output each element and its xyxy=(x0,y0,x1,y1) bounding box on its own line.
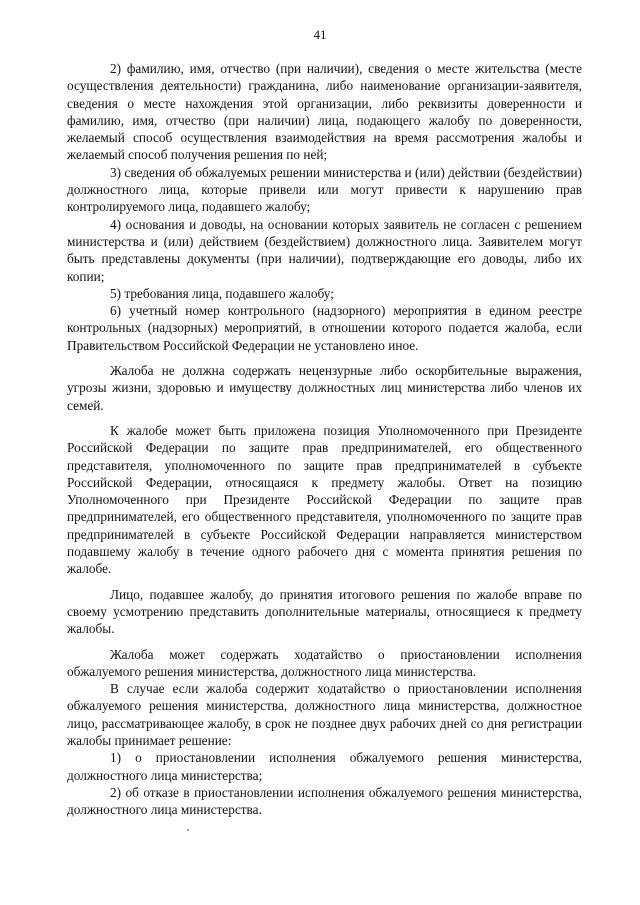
paragraph-no-obscene: Жалоба не должна содержать нецензурные либо оскорбительные выражения, угрозы жизни, здоровью и имуществу должностных лиц министерства либо членов их семей. xyxy=(67,363,582,413)
paragraph-suspension-decision: В случае если жалоба содержит ходатайство о приостановлении исполнения обжалуемого решения министерства, должностного лица министерства, должностное лицо, рассматривающее жалобу, в срок не позднее двух рабочих дней со дня регистрации жалобы принимает решение: xyxy=(67,681,582,748)
paragraph-item-2: 2) фамилию, имя, отчество (при наличии), сведения о месте жительства (месте осуществления деятельности) гражданина, либо наименование организации-заявителя, сведения о месте нахождения этой организации, либо реквизиты доверенности и фамилию, имя, отчество (при наличии) лица, подающего жалобу по доверенности, желаемый способ осуществления взаимодействия на время рассмотрения жалобы и желаемый способ получения решения по ней; xyxy=(67,61,582,163)
scan-speck xyxy=(187,829,189,831)
paragraph-decision-2: 2) об отказе в приостановлении исполнения обжалуемого решения министерства, должностного лица министерства. xyxy=(67,784,582,818)
page-number: 41 xyxy=(313,27,327,42)
paragraph-decision-1: 1) о приостановлении исполнения обжалуемого решения министерства, должностного лица министерства; xyxy=(67,750,582,783)
paragraph-additional-materials: Лицо, подавшее жалобу, до принятия итогового решения по жалобе вправе по своему усмотрению представить дополнительные материалы, относящиеся к предмету жалобы. xyxy=(67,586,582,637)
paragraph-item-5: 5) требования лица, подавшего жалобу; xyxy=(110,285,334,301)
paragraph-item-3: 3) сведения об обжалуемых решении министерства и (или) действии (бездействии) должностного лица, которые привели или могут привести к нарушению прав контролируемого лица, подавшего жалобу; xyxy=(67,164,582,215)
paragraph-item-6: 6) учетный номер контрольного (надзорного) мероприятия в едином реестре контрольных (надзорных) мероприятий, в отношении которого подается жалоба, если Правительством Российской Федерации не установлено иное. xyxy=(67,303,582,353)
paragraph-item-4: 4) основания и доводы, на основании которых заявитель не согласен с решением министерства и (или) действием (бездействием) должностного лица. Заявителем могут быть представлены документы (при наличии), подтверждающие его доводы, либо их копии; xyxy=(67,216,582,284)
paragraph-suspension-request: Жалоба может содержать ходатайство о приостановлении исполнения обжалуемого решения министерства, должностного лица министерства. xyxy=(67,646,582,679)
document-body xyxy=(67,60,582,818)
paragraph-ombudsman-position: К жалобе может быть приложена позиция Уполномоченного при Президенте Российской Федерации по защите прав предпринимателей, его общественного представителя, уполномоченного по защите прав предпринимателей в субъекте Российской Федерации, относящаяся к предмету жалобы. Ответ на позицию Уполномоченного при Президенте Российской Федерации по защите прав предпринимателей, его общественного представителя, уполномоченного по защите прав предпринимателей в субъекте Российской Федерации направляется министерством подавшему жалобу в течение одного рабочего дня с момента принятия решения по жалобе. xyxy=(67,422,582,577)
